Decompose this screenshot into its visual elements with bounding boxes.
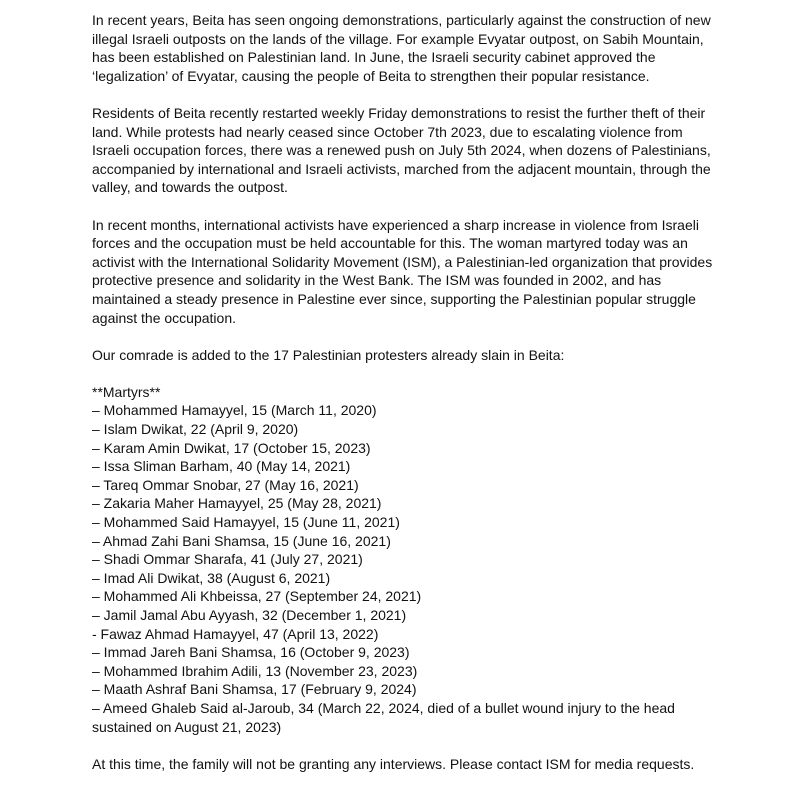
list-item: – Maath Ashraf Bani Shamsa, 17 (February 9, 2024) — [92, 681, 417, 698]
list-item: - Fawaz Ahmad Hamayyel, 47 (April 13, 2022) — [92, 625, 379, 642]
list-item: – Islam Dwikat, 22 (April 9, 2020) — [92, 421, 299, 438]
list-item: – Mohammed Ibrahim Adili, 13 (November 23, 2023) — [92, 662, 418, 679]
martyrs-heading: **Martyrs** — [92, 383, 161, 400]
list-item: – Karam Amin Dwikat, 17 (October 15, 2023) — [92, 439, 371, 456]
paragraph-comrade-added: Our comrade is added to the 17 Palestinian protesters already slain in Beita: — [92, 346, 565, 363]
list-item: – Mohammed Ali Khbeissa, 27 (September 24, 2021) — [92, 588, 422, 605]
list-item: – Jamil Jamal Abu Ayyash, 32 (December 1, 2021) — [92, 607, 407, 623]
list-item: – Zakaria Maher Hamayyel, 25 (May 28, 2021) — [92, 495, 382, 512]
list-item: – Issa Sliman Barham, 40 (May 14, 2021) — [92, 458, 351, 475]
list-item: – Ameed Ghaleb Said al-Jaroub, 34 (March 22, 2024, died of a bullet wound injury to the head sustained on August 21, 2023) — [92, 699, 675, 735]
paragraph-evyatar-outpost: In recent years, Beita has seen ongoing demonstrations, particularly against the construction of new illegal Israeli outposts on the lands of the village. For example Evyatar outpost, on Sabih Mountain, has been established on Palestinian land. In June, the Israeli security cabinet approved the ‘legalization’ of Evyatar, causing the people of Beita to strengthen their popular resistance. — [92, 12, 711, 84]
list-item: – Immad Jareh Bani Shamsa, 16 (October 9, 2023) — [92, 644, 410, 661]
list-item: – Mohammed Hamayyel, 15 (March 11, 2020) — [92, 402, 377, 419]
martyrs-list — [92, 383, 720, 736]
article-body — [92, 11, 720, 773]
list-item: – Imad Ali Dwikat, 38 (August 6, 2021) — [92, 569, 331, 586]
list-item: – Ahmad Zahi Bani Shamsa, 15 (June 16, 2021) — [92, 532, 391, 549]
list-item: – Mohammed Said Hamayyel, 15 (June 11, 2021) — [92, 514, 400, 531]
paragraph-friday-demonstrations: Residents of Beita recently restarted weekly Friday demonstrations to resist the further theft of their land. While protests had nearly ceased since October 7th 2023, due to escalating violence from Israeli occupation forces, there was a renewed push on July 5th 2024, when dozens of Palestinians, accompanied by international and Israeli activists, marched from the adjacent mountain, through the valley, and towards the outpost. — [92, 104, 711, 196]
list-item: – Tareq Ommar Snobar, 27 (May 16, 2021) — [92, 476, 359, 493]
paragraph-ism-activists: In recent months, international activists have experienced a sharp increase in violence from Israeli forces and the occupation must be held accountable for this. The woman martyred today was an activist with the International Solidarity Movement (ISM), a Palestinian-led organization that provides protective presence and solidarity in the West Bank. The ISM was founded in 2002, and has maintained a steady presence in Palestine ever since, supporting the Palestinian popular struggle against the occupation. — [92, 216, 713, 326]
list-item: – Shadi Ommar Sharafa, 41 (July 27, 2021) — [92, 551, 363, 568]
closing-paragraph: At this time, the family will not be granting any interviews. Please contact ISM for media requests. — [92, 755, 695, 772]
